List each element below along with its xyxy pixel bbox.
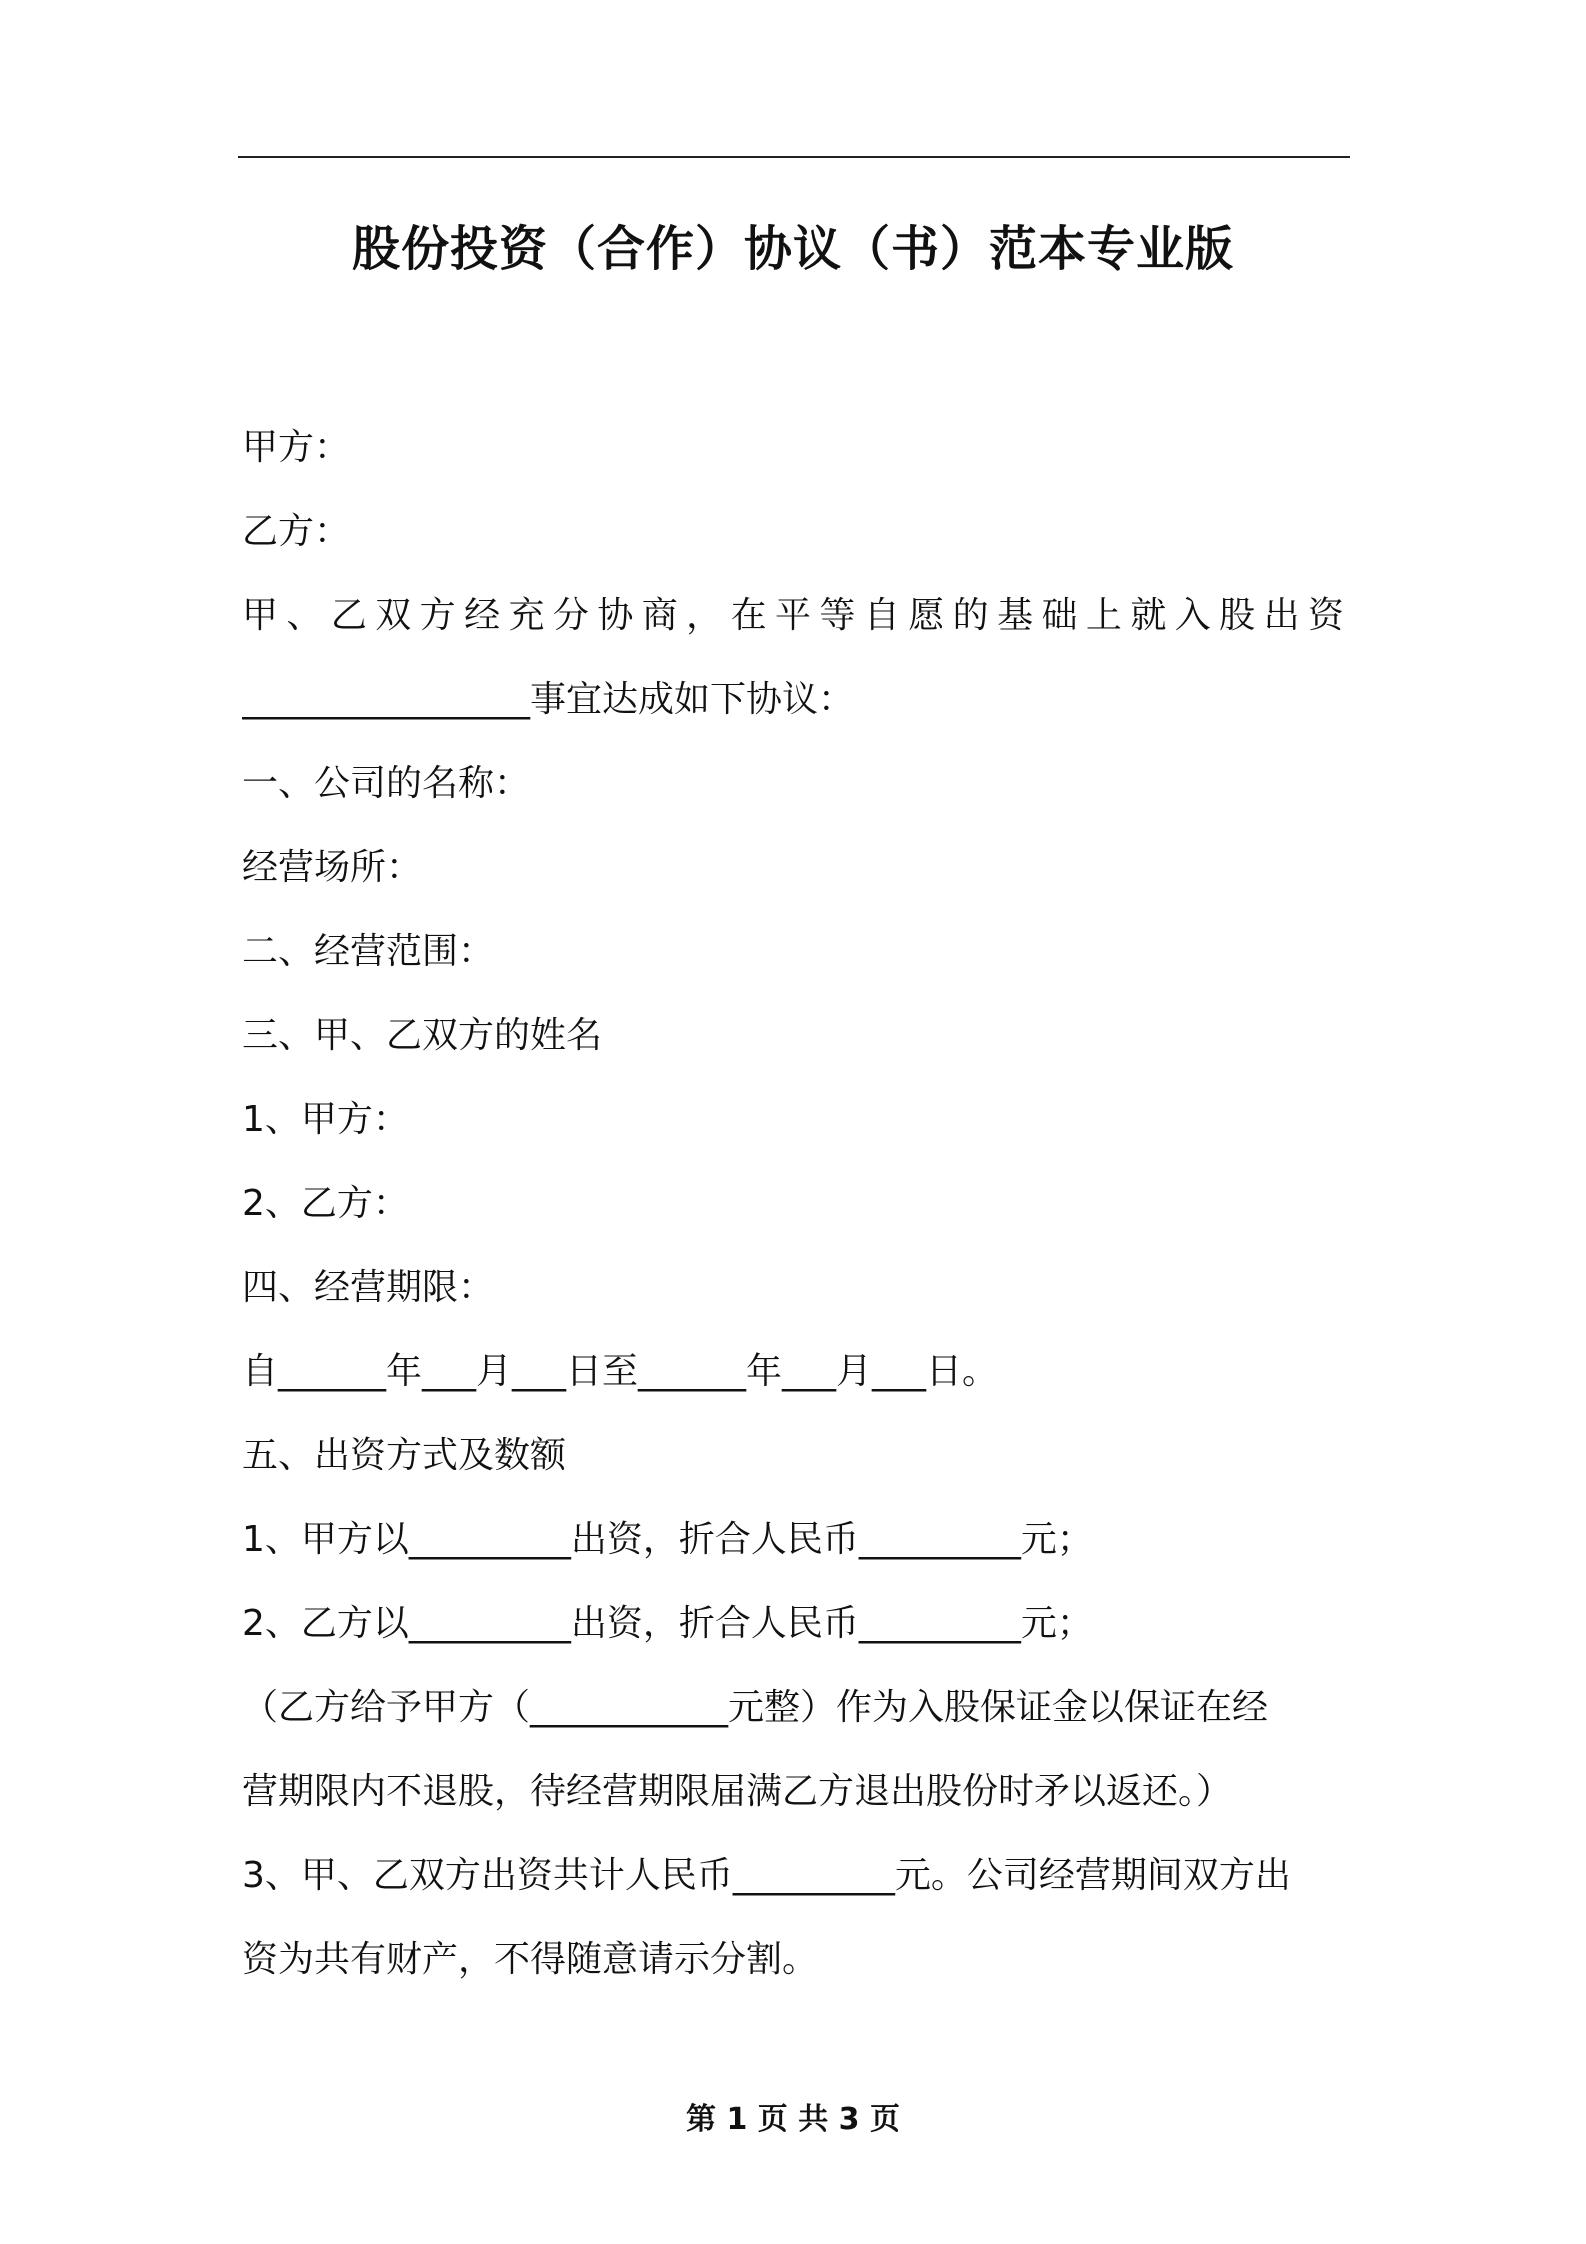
party-a-line: 甲方： bbox=[242, 427, 351, 468]
party-b-contribution: 2、乙方以_________出资，折合人民币_________元； bbox=[242, 1603, 1093, 1644]
page-footer: 第 1 页 共 3 页 bbox=[686, 2102, 900, 2137]
section-2-business-scope: 二、经营范围： bbox=[242, 931, 495, 972]
section-3-party-names: 三、甲、乙双方的姓名 bbox=[242, 1015, 603, 1056]
section-1-company-name: 一、公司的名称： bbox=[242, 763, 531, 804]
term-dates: 自______年___月___日至______年___月___日。 bbox=[242, 1351, 998, 1392]
document-body bbox=[242, 406, 1350, 2002]
party-a-contribution: 1、甲方以_________出资，折合人民币_________元； bbox=[242, 1519, 1093, 1560]
party-a-name: 1、甲方： bbox=[242, 1099, 409, 1140]
section-5-capital: 五、出资方式及数额 bbox=[242, 1435, 567, 1476]
header-rule bbox=[238, 156, 1350, 158]
party-b-line: 乙方： bbox=[242, 511, 351, 552]
section-4-term: 四、经营期限： bbox=[242, 1267, 495, 1308]
total-contribution-line-1: 3、甲、乙双方出资共计人民币_________元。公司经营期间双方出 bbox=[242, 1855, 1291, 1896]
document-title: 股份投资（合作）协议（书）范本专业版 bbox=[351, 221, 1234, 277]
total-contribution-line-2: 资为共有财产，不得随意请示分割。 bbox=[242, 1939, 819, 1980]
deposit-clause-line-1: （乙方给予甲方（___________元整）作为入股保证金以保证在经 bbox=[242, 1687, 1269, 1728]
preamble-line-1: 甲、乙双方经充分协商，在平等自愿的基础上就入股出资 bbox=[242, 595, 1350, 636]
preamble-line-2: ________________事宜达成如下协议： bbox=[242, 679, 855, 720]
business-premises: 经营场所： bbox=[242, 847, 423, 888]
deposit-clause-line-2: 营期限内不退股，待经营期限届满乙方退出股份时矛以返还。） bbox=[242, 1771, 1233, 1812]
party-b-name: 2、乙方： bbox=[242, 1183, 409, 1224]
